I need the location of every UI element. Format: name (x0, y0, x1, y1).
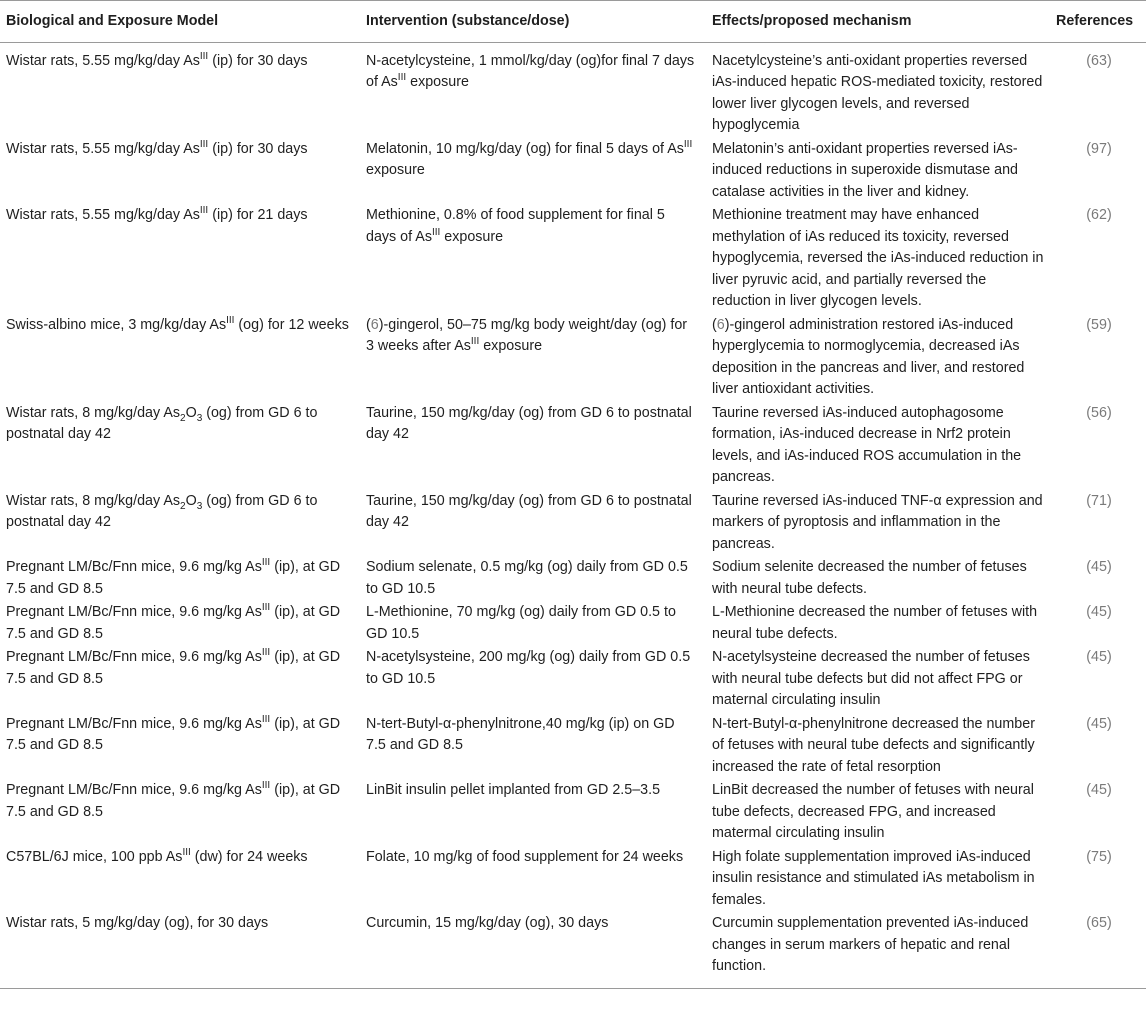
cell-model: Swiss-albino mice, 3 mg/kg/day $As^{III}$ (og) for 12 weeks (6, 314, 349, 333)
cell-effects: Sodium selenite decreased the number of fetuses with neural tube defects. (712, 559, 1027, 597)
cell-reference-link[interactable]: (63) (1086, 52, 1112, 69)
cell-intervention: LinBit insulin pellet implanted from GD 2.5–3.5 (366, 782, 661, 798)
table-row (0, 714, 1146, 781)
header-effects: Effects/proposed mechanism (706, 1, 1052, 43)
cell-intervention: Curcumin, 15 mg/kg/day (og), 30 days (360, 913, 706, 988)
table-row (0, 205, 1146, 315)
inline-reference-link[interactable]: 6 (716, 316, 725, 333)
cell-model: Wistar rats, 5 mg/kg/day (og), for 30 days (0, 913, 360, 988)
table-row (0, 647, 1146, 714)
inline-reference-link[interactable]: 6 (370, 316, 379, 333)
table-row (0, 602, 1146, 647)
cell-effects: LinBit decreased the number of fetuses with neural tube defects, decreased FPG, and increased matermal circulating insulin (712, 782, 1034, 841)
table-row (0, 847, 1146, 914)
cell-model: Wistar rats, 5.55 mg/kg/day $As^{III}$ (ip) for 30 days (6, 50, 308, 69)
table-body (0, 42, 1146, 988)
cell-effects: Taurine reversed iAs-induced autophagosome formation, iAs-induced decrease in Nrf2 protein levels, and iAs-induced ROS accumulation in the pancreas. (712, 404, 1022, 485)
cell-reference-link[interactable]: (59) (1086, 316, 1112, 333)
cell-model: Pregnant LM/Bc/Fnn mice, 9.6 mg/kg $As^{III}$ (ip), at GD 7.5 and GD 8.5 (6, 647, 341, 687)
cell-intervention: L-Methionine, 70 mg/kg (og) daily from GD 0.5 to GD 10.5 (366, 604, 676, 642)
cell-effects: L-Methionine decreased the number of fetuses with neural tube defects. (712, 604, 1038, 642)
cell-intervention: Methionine, 0.8% of food supplement for final 5 days of $As^{III}$ exposure (366, 207, 665, 245)
header-intervention: Intervention (substance/dose) (360, 1, 706, 43)
cell-reference-link[interactable]: (75) (1086, 848, 1112, 865)
cell-reference-link[interactable]: (71) (1086, 492, 1112, 509)
cell-reference-link[interactable]: (45) (1086, 782, 1112, 798)
cell-reference-link[interactable]: (65) (1052, 913, 1146, 988)
cell-effects: N-acetylsysteine decreased the number of fetuses with neural tube defects but did not affect FPG or maternal circulating insulin (712, 649, 1030, 708)
cell-reference-link[interactable]: (45) (1086, 715, 1112, 732)
cell-intervention: Taurine, 150 mg/kg/day (og) from GD 6 to postnatal day 42 (366, 404, 692, 442)
table-row (0, 315, 1146, 403)
cell-model: Wistar rats, 5.55 mg/kg/day $As^{III}$ (ip) for 21 days (6, 205, 308, 223)
table-row (0, 780, 1146, 847)
cell-intervention: Folate, 10 mg/kg of food supplement for 24 weeks (366, 848, 684, 865)
cell-effects: Taurine reversed iAs-induced TNF-α expression and markers of pyroptosis and inflammation in the pancreas. (712, 492, 1043, 552)
cell-effects: Methionine treatment may have enhanced methylation of iAs reduced its toxicity, reversed hypoglycemia, reversed the iAs-induced reduction in liver pyruvic acid, and partially reversed the reduction in liver glycogen levels. (712, 207, 1044, 309)
cell-intervention: Taurine, 150 mg/kg/day (og) from GD 6 to postnatal day 42 (366, 492, 692, 530)
cell-reference-link[interactable]: (45) (1086, 559, 1112, 575)
cell-model: Pregnant LM/Bc/Fnn mice, 9.6 mg/kg $As^{III}$ (ip), at GD 7.5 and GD 8.5 (6, 780, 341, 820)
cell-intervention: (6)-gingerol, 50–75 mg/kg body weight/day (og) for 3 weeks after $As^{III}$ exposure (366, 316, 688, 354)
cell-reference-link[interactable]: (62) (1086, 207, 1112, 223)
cell-model: Pregnant LM/Bc/Fnn mice, 9.6 mg/kg $As^{III}$ (ip), at GD 7.5 and GD 8.5 (6, 713, 341, 753)
cell-reference-link[interactable]: (45) (1086, 604, 1112, 620)
cell-effects: Melatonin’s anti-oxidant properties reversed iAs-induced reductions in superoxide dismutase and catalase activities in the liver and kidney. (712, 140, 1018, 200)
cell-model: C57BL/6J mice, 100 ppb $As^{III}$ (dw) for 24 weeks (6, 846, 308, 865)
header-references: References (1052, 1, 1146, 43)
cell-effects: Nacetylcysteine’s anti-oxidant properties reversed iAs-induced hepatic ROS-mediated toxicity, restored lower liver glycogen levels, and reversed hypoglycemia (712, 52, 1043, 133)
cell-reference-link[interactable]: (97) (1086, 140, 1112, 157)
table-row (0, 403, 1146, 491)
table-row (0, 913, 1146, 988)
header-row (0, 1, 1146, 43)
cell-reference-link[interactable]: (45) (1086, 649, 1112, 665)
cell-effects: High folate supplementation improved iAs-induced insulin resistance and stimulated iAs metabolism in females. (712, 848, 1035, 908)
cell-effects: (6)-gingerol administration restored iAs-induced hyperglycemia to normoglycemia, decreased iAs deposition in the pancreas and liver, and restored liver antioxidant activities. (712, 316, 1025, 397)
cell-intervention: Melatonin, 10 mg/kg/day (og) for final 5 days of $As^{III}$ exposure (366, 138, 693, 178)
table-row (0, 139, 1146, 206)
table-header (0, 1, 1146, 43)
cell-model: Wistar rats, 8 mg/kg/day $As_2O_3$ (og) from GD 6 to postnatal day 42 (6, 492, 318, 530)
cell-model: Pregnant LM/Bc/Fnn mice, 9.6 mg/kg $As^{III}$ (ip), at GD 7.5 and GD 8.5 (6, 557, 341, 597)
table-row (0, 491, 1146, 558)
cell-intervention: Sodium selenate, 0.5 mg/kg (og) daily from GD 0.5 to GD 10.5 (366, 559, 688, 597)
header-model: Biological and Exposure Model (0, 1, 360, 43)
cell-intervention: N-acetylcysteine, 1 mmol/kg/day (og)for final 7 days of $As^{III}$ exposure (366, 52, 695, 90)
cell-model: Wistar rats, 8 mg/kg/day $As_2O_3$ (og) from GD 6 to postnatal day 42 (6, 404, 318, 442)
table-row (0, 557, 1146, 602)
cell-intervention: N-tert-Butyl-α-phenylnitrone,40 mg/kg (ip) on GD 7.5 and GD 8.5 (366, 715, 675, 753)
cell-effects: Curcumin supplementation prevented iAs-induced changes in serum markers of hepatic and renal function. (706, 913, 1052, 988)
cell-effects: N-tert-Butyl-α-phenylnitrone decreased the number of fetuses with neural tube defects and significantly increased the rate of fetal resorption (712, 715, 1035, 775)
cell-reference-link[interactable]: (56) (1086, 404, 1112, 421)
cell-model: Wistar rats, 5.55 mg/kg/day $As^{III}$ (ip) for 30 days (6, 138, 308, 157)
cell-model: Pregnant LM/Bc/Fnn mice, 9.6 mg/kg $As^{III}$ (ip), at GD 7.5 and GD 8.5 (6, 602, 341, 642)
cell-intervention: N-acetylsysteine, 200 mg/kg (og) daily from GD 0.5 to GD 10.5 (366, 649, 691, 687)
table-row (0, 42, 1146, 139)
